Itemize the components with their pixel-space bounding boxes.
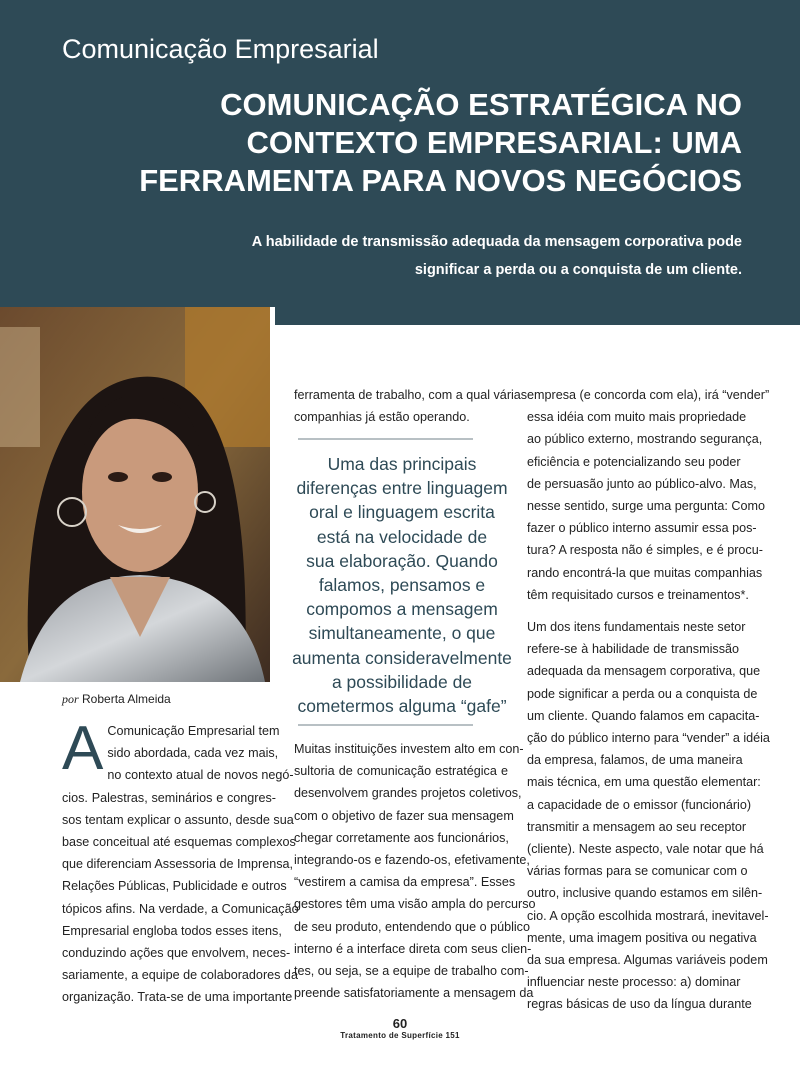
text-line: regras básicas de uso da língua durante bbox=[527, 997, 752, 1012]
pull-quote bbox=[290, 452, 514, 718]
pullquote-line: falamos, pensamos e bbox=[318, 575, 486, 596]
pullquote-line: simultaneamente, o que bbox=[308, 623, 496, 644]
text-line: tópicos afins. Na verdade, a Comunicação bbox=[62, 901, 299, 916]
text-line: cios. Palestras, seminários e congres- bbox=[62, 790, 276, 805]
pullquote-rule-top bbox=[298, 438, 473, 440]
headline-line: CONTEXTO EMPRESARIAL: UMA bbox=[246, 125, 742, 160]
text-line: tura? A resposta não é simples, e é procu- bbox=[527, 543, 763, 558]
text-line: conduzindo ações que envolvem, neces- bbox=[62, 946, 291, 961]
text-line: mente, uma imagem positiva ou negativa bbox=[527, 930, 757, 945]
pullquote-line: Uma das principais bbox=[327, 454, 477, 474]
text-line: adequada da mensagem corporativa, que bbox=[527, 664, 761, 679]
text-line: sido abordada, cada vez mais, bbox=[107, 746, 279, 761]
text-line: pode significar a perda ou a conquista de bbox=[527, 686, 758, 701]
text-line: de persuasão junto ao público-alvo. Mas, bbox=[527, 476, 757, 491]
text-line: Um dos itens fundamentais neste setor bbox=[527, 620, 746, 635]
text-line: gestores têm uma visão ampla do percurso bbox=[294, 897, 536, 912]
text-line: fazer o público interno assumir essa pos- bbox=[527, 521, 757, 536]
text-line: ao público externo, mostrando segurança, bbox=[527, 432, 763, 447]
photo-frame-edge bbox=[270, 307, 275, 682]
byline-prefix: por bbox=[62, 692, 79, 706]
text-line: têm requisitado cursos e treinamentos*. bbox=[527, 587, 749, 602]
text-line: integrando-os e fazendo-os, efetivamente, bbox=[294, 853, 530, 868]
text-line: tes, ou seja, se a equipe de trabalho com- bbox=[294, 964, 529, 979]
text-line: desenvolvem grandes projetos coletivos, bbox=[294, 786, 522, 801]
text-line: a capacidade de o emissor (funcionário) bbox=[527, 797, 752, 812]
pullquote-line: está na velocidade de bbox=[316, 526, 488, 547]
text-line: mais técnica, em uma questão elementar: bbox=[527, 775, 761, 790]
paragraph bbox=[527, 616, 770, 1016]
headline-line: COMUNICAÇÃO ESTRATÉGICA NO bbox=[220, 87, 742, 122]
text-line: outro, inclusive quando estamos em silên- bbox=[527, 886, 763, 901]
pullquote-line: aumenta consideravelmente bbox=[292, 647, 512, 668]
column-3 bbox=[527, 384, 770, 1016]
standfirst-line: A habilidade de transmissão adequada da mensagem corporativa pode bbox=[251, 234, 742, 250]
text-line: da sua empresa. Algumas variáveis podem bbox=[527, 953, 768, 968]
text-line: que diferenciam Assessoria de Imprensa, bbox=[62, 857, 294, 872]
text-line: companhias já estão operando. bbox=[294, 410, 470, 425]
text-line: transmitir a mensagem ao seu receptor bbox=[527, 819, 747, 834]
text-line: um cliente. Quando falamos em capacita- bbox=[527, 708, 760, 723]
text-line: Muitas instituições investem alto em con- bbox=[294, 742, 524, 756]
text-line: preende satisfatoriamente a mensagem da bbox=[294, 986, 534, 1001]
column-2-bottom bbox=[294, 738, 536, 1004]
headline-line: FERRAMENTA PARA NOVOS NEGÓCIOS bbox=[139, 163, 742, 198]
text-line: sariamente, a equipe de colaboradores da bbox=[62, 968, 298, 983]
section-title: Comunicação Empresarial bbox=[62, 34, 379, 64]
text-line: influenciar neste processo: a) dominar bbox=[527, 975, 741, 990]
text-line: nesse sentido, surge uma pergunta: Como bbox=[527, 499, 766, 514]
text-line: essa idéia com muito mais propriedade bbox=[527, 410, 747, 425]
text-line: Comunicação Empresarial tem bbox=[107, 724, 280, 738]
pullquote-line: a possibilidade de bbox=[331, 671, 473, 692]
pullquote-line: sua elaboração. Quando bbox=[306, 550, 498, 571]
pullquote-line: oral e linguagem escrita bbox=[309, 502, 495, 523]
standfirst bbox=[102, 228, 742, 284]
text-line: refere-se à habilidade de transmissão bbox=[527, 642, 739, 657]
paragraph bbox=[527, 384, 770, 606]
header-band bbox=[0, 0, 800, 325]
text-line: eficiência e potencializando seu poder bbox=[527, 454, 741, 469]
text-line: sos tentam explicar o assunto, desde sua bbox=[62, 812, 294, 827]
column-1 bbox=[62, 714, 299, 1009]
author-photo bbox=[0, 307, 275, 682]
text-line: “vestirem a camisa da empresa”. Esses bbox=[294, 875, 516, 890]
text-line: base conceitual até esquemas complexos bbox=[62, 835, 296, 850]
text-line: Relações Públicas, Publicidade e outros bbox=[62, 879, 287, 894]
pullquote-line: compomos a mensagem bbox=[306, 599, 498, 620]
publication-name: Tratamento de Superfície 151 bbox=[340, 1031, 460, 1040]
page-number: 60 bbox=[392, 1016, 408, 1031]
pullquote-line: diferenças entre linguagem bbox=[296, 478, 508, 499]
text-line: (cliente). Neste aspecto, vale notar que há bbox=[527, 842, 764, 857]
text-line: interno é a interface direta com seus clien- bbox=[294, 941, 532, 956]
pullquote-line: cometermos alguma “gafe” bbox=[297, 696, 507, 717]
text-line: sultoria de comunicação estratégica e bbox=[294, 764, 508, 779]
byline bbox=[62, 692, 171, 707]
byline-author: Roberta Almeida bbox=[82, 692, 171, 706]
pullquote-rule-bottom bbox=[298, 724, 473, 726]
text-line: rando encontrá-la que muitas companhias bbox=[527, 565, 763, 580]
drop-cap: A bbox=[62, 714, 104, 783]
column-2-top bbox=[294, 384, 528, 428]
text-line: ção do público interno para “vender” a idéia bbox=[527, 731, 770, 746]
text-line: ferramenta de trabalho, com a qual várias bbox=[294, 388, 528, 402]
text-line: no contexto atual de novos negó- bbox=[107, 768, 294, 783]
text-line: empresa (e concorda com ela), irá “vender” bbox=[527, 388, 770, 402]
text-line: várias formas para se comunicar com o bbox=[527, 864, 748, 879]
text-line: cio. A opção escolhida mostrará, inevitavel- bbox=[527, 908, 769, 923]
standfirst-line: significar a perda ou a conquista de um cliente. bbox=[414, 262, 742, 278]
text-line: organização. Trata-se de uma importante bbox=[62, 990, 293, 1005]
text-line: com o objetivo de fazer sua mensagem bbox=[294, 808, 514, 823]
text-line: de seu produto, entendendo que o público bbox=[294, 919, 530, 934]
text-line: Empresarial engloba todos esses itens, bbox=[62, 923, 282, 938]
headline bbox=[62, 86, 742, 200]
text-line: da empresa, falamos, de uma maneira bbox=[527, 753, 743, 768]
portrait-illustration bbox=[0, 307, 275, 682]
text-line: chegar corretamente aos funcionários, bbox=[294, 830, 509, 845]
